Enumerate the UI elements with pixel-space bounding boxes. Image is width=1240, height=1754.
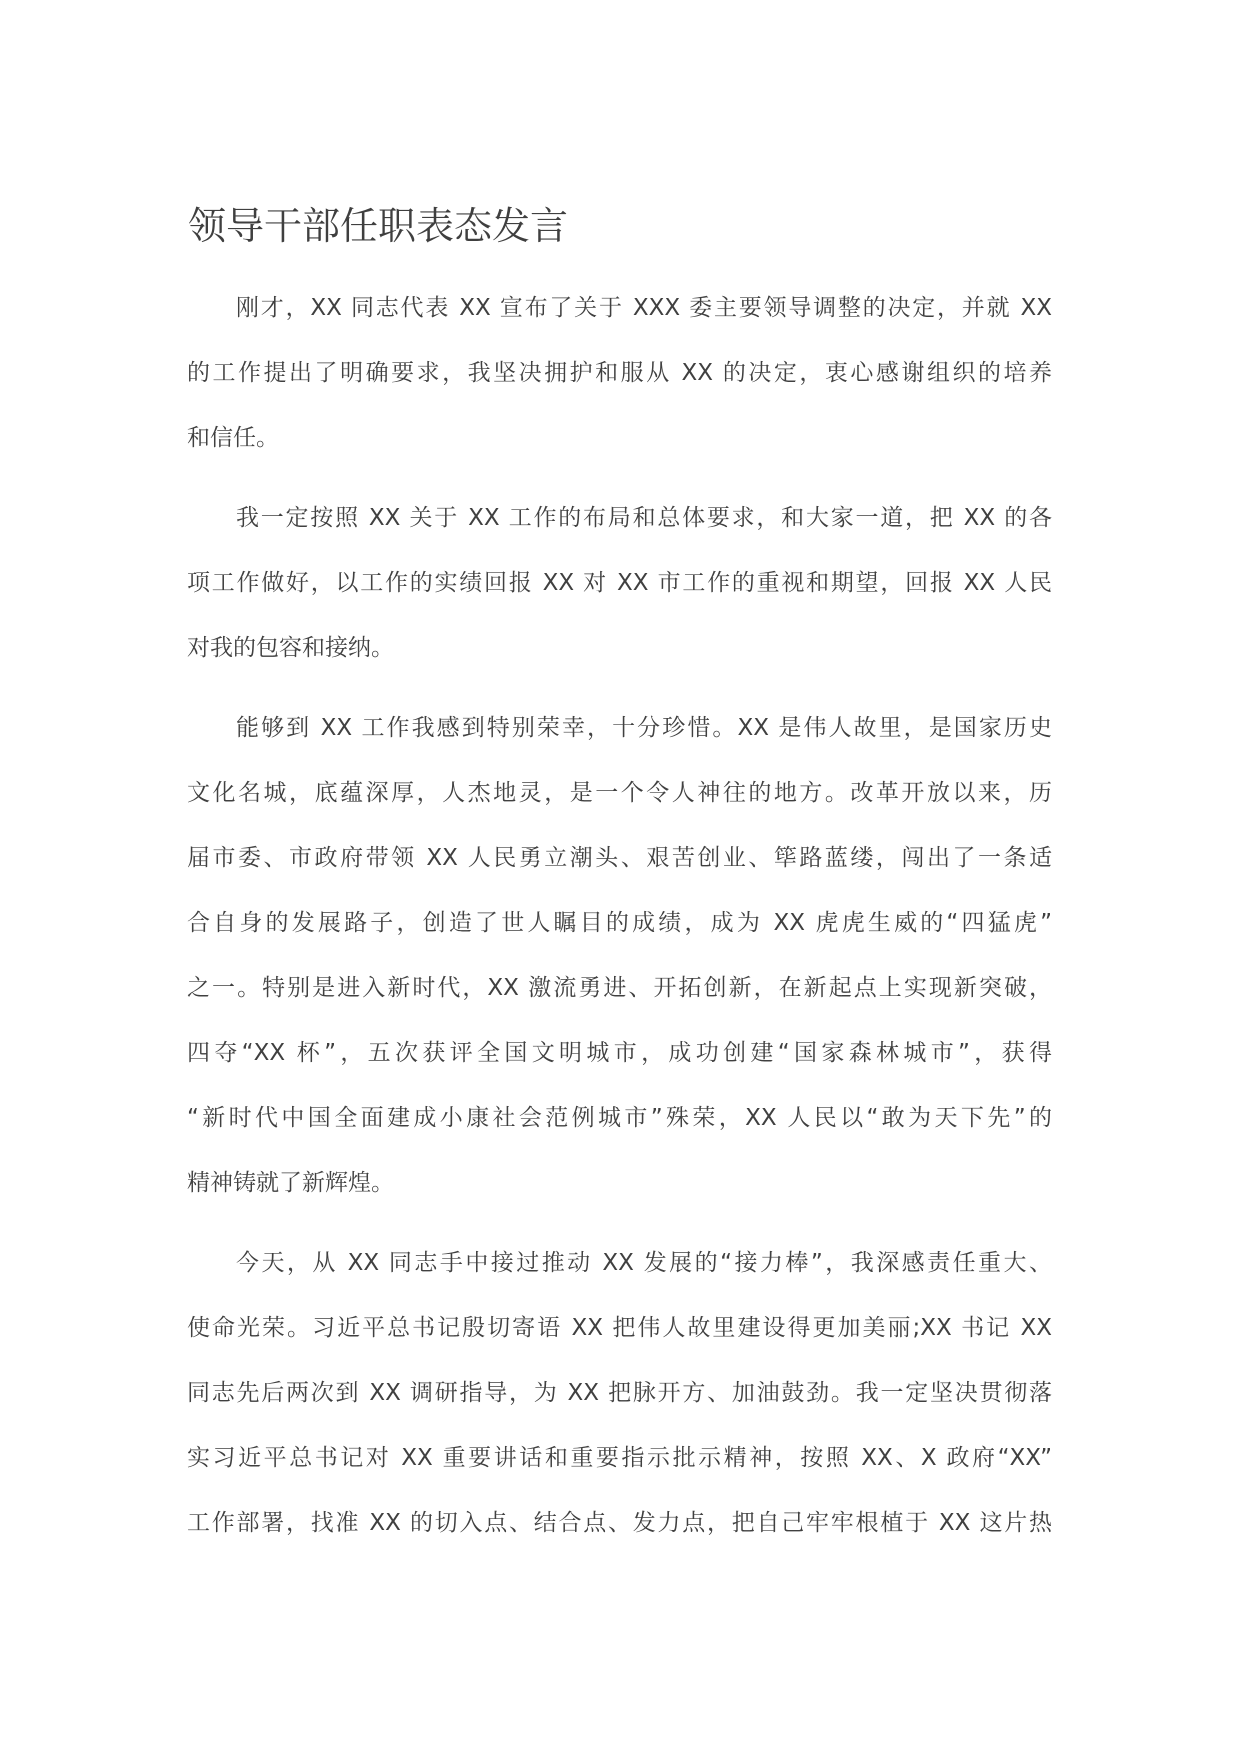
text-line: 之一。特别是进入新时代，XX 激流勇进、开拓创新，在新起点上实现新突破， <box>187 975 1052 1001</box>
document-title: 领导干部任职表态发言 <box>188 204 569 248</box>
text-line: 能够到 XX 工作我感到特别荣幸，十分珍惜。XX 是伟人故里，是国家历史 <box>236 715 1052 741</box>
text-line: 的工作提出了明确要求，我坚决拥护和服从 XX 的决定，衷心感谢组织的培养 <box>187 360 1052 386</box>
text-line: 届市委、市政府带领 XX 人民勇立潮头、艰苦创业、筚路蓝缕，闯出了一条适 <box>187 845 1052 871</box>
text-line: 四夺“XX 杯”，五次获评全国文明城市，成功创建“国家森林城市”，获得 <box>187 1040 1052 1066</box>
text-line: 工作部署，找准 XX 的切入点、结合点、发力点，把自己牢牢根植于 XX 这片热 <box>187 1510 1052 1536</box>
paragraph-4 <box>187 1231 1052 1556</box>
text-line: 我一定按照 XX 关于 XX 工作的布局和总体要求，和大家一道，把 XX 的各 <box>236 505 1052 531</box>
paragraph-1 <box>187 276 1052 471</box>
text-line: 项工作做好，以工作的实绩回报 XX 对 XX 市工作的重视和期望，回报 XX 人民 <box>187 570 1052 596</box>
text-line: “新时代中国全面建成小康社会范例城市”殊荣，XX 人民以“敢为天下先”的 <box>187 1105 1052 1131</box>
text-line: 使命光荣。习近平总书记殷切寄语 XX 把伟人故里建设得更加美丽;XX 书记 XX <box>187 1315 1052 1341</box>
text-line: 合自身的发展路子，创造了世人瞩目的成绩，成为 XX 虎虎生威的“四猛虎” <box>187 910 1052 936</box>
text-line: 对我的包容和接纳。 <box>187 635 394 661</box>
paragraph-2 <box>187 486 1052 681</box>
text-line: 同志先后两次到 XX 调研指导，为 XX 把脉开方、加油鼓劲。我一定坚决贯彻落 <box>187 1380 1052 1406</box>
text-line: 精神铸就了新辉煌。 <box>187 1170 394 1196</box>
document-body <box>187 276 1052 1571</box>
text-line: 和信任。 <box>187 425 279 451</box>
text-line: 文化名城，底蕴深厚，人杰地灵，是一个令人神往的地方。改革开放以来，历 <box>187 780 1052 806</box>
text-line: 今天，从 XX 同志手中接过推动 XX 发展的“接力棒”，我深感责任重大、 <box>236 1250 1052 1276</box>
paragraph-3 <box>187 696 1052 1216</box>
text-line: 实习近平总书记对 XX 重要讲话和重要指示批示精神，按照 XX、X 政府“XX” <box>187 1445 1052 1471</box>
text-line: 刚才，XX 同志代表 XX 宣布了关于 XXX 委主要领导调整的决定，并就 XX <box>236 295 1052 321</box>
